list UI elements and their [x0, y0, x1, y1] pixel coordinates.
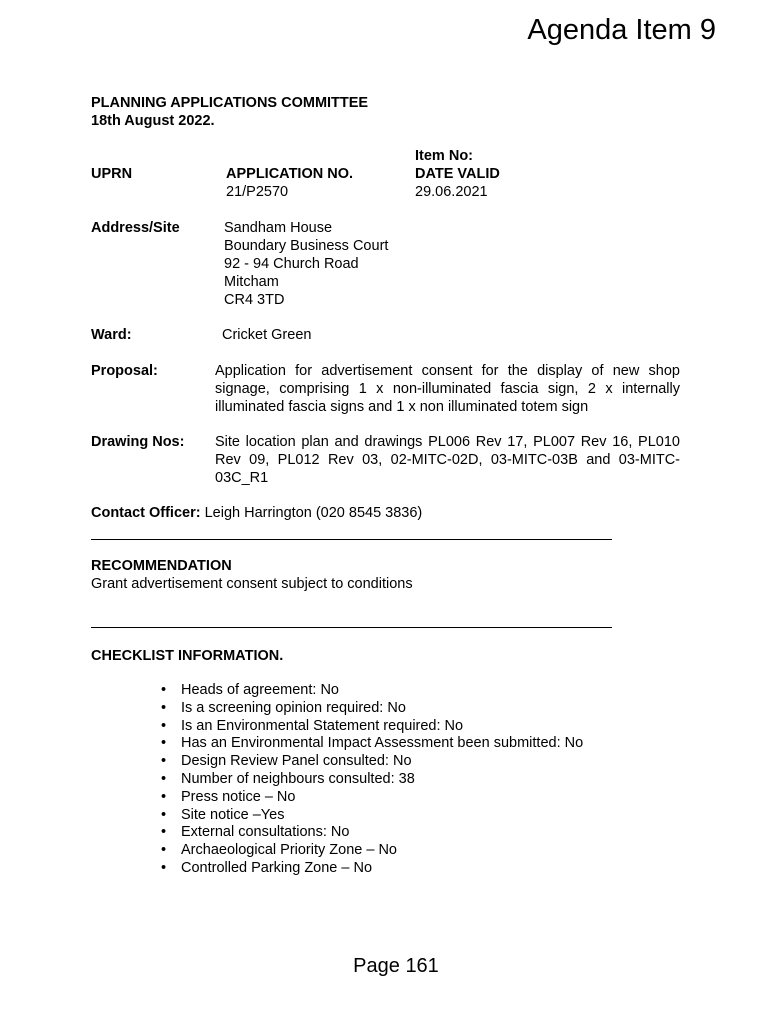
application-no-label: APPLICATION NO.: [226, 166, 354, 182]
agenda-item-label: Agenda Item 9: [527, 14, 716, 46]
date-valid-label: DATE VALID: [415, 166, 500, 182]
address-line: Sandham House: [224, 220, 333, 236]
committee-date: 18th August 2022.: [91, 113, 215, 129]
item-no-label: Item No:: [415, 148, 473, 164]
checklist-list: [161, 682, 583, 878]
list-item: • Number of neighbours consulted: 38: [161, 771, 583, 789]
proposal-text: Application for advertisement consent for the display of new shop signage, comprising 1 x non-illuminated fascia sign, 2 x internally illuminated fascia signs and 1 x non illuminated totem sign: [215, 363, 680, 415]
list-item: • Is an Environmental Statement required: No: [161, 718, 583, 736]
uprn-label: UPRN: [91, 166, 133, 182]
recommendation-text: Grant advertisement consent subject to conditions: [91, 576, 413, 592]
divider: [91, 539, 612, 540]
committee-block: [91, 94, 368, 130]
checklist-heading: CHECKLIST INFORMATION.: [91, 648, 284, 664]
address-line: 92 - 94 Church Road: [224, 256, 359, 272]
address-line: CR4 3TD: [224, 292, 285, 308]
contact-officer-label: Contact Officer:: [91, 505, 201, 521]
list-item: • Design Review Panel consulted: No: [161, 753, 583, 771]
committee-name: PLANNING APPLICATIONS COMMITTEE: [91, 95, 369, 111]
list-item: • Press notice – No: [161, 789, 583, 807]
address-label: Address/Site: [91, 220, 180, 236]
list-item: • Controlled Parking Zone – No: [161, 860, 583, 878]
divider: [91, 627, 612, 628]
date-valid-value: 29.06.2021: [415, 184, 488, 200]
date-block: [415, 147, 500, 201]
list-item: • Archaeological Priority Zone – No: [161, 842, 583, 860]
proposal-label: Proposal:: [91, 363, 158, 379]
contact-officer: [91, 504, 422, 522]
drawing-nos-label: Drawing Nos:: [91, 434, 185, 450]
address-line: Mitcham: [224, 274, 279, 290]
address-lines: [224, 219, 388, 309]
drawing-nos-text: Site location plan and drawings PL006 Rev 17, PL007 Rev 16, PL010 Rev 09, PL012 Rev 03, 02-MITC-02D, 03-MITC-03B and 03-MITC-03C_R1: [215, 434, 680, 486]
application-block: [226, 165, 353, 201]
list-item: • Heads of agreement: No: [161, 682, 583, 700]
ward-label: Ward:: [91, 327, 132, 343]
list-item: • Has an Environmental Impact Assessment been submitted: No: [161, 735, 583, 753]
page-number: Page 161: [353, 955, 439, 977]
contact-officer-value: Leigh Harrington (020 8545 3836): [204, 505, 423, 521]
list-item: • External consultations: No: [161, 824, 583, 842]
application-no-value: 21/P2570: [226, 184, 289, 200]
recommendation-block: [91, 557, 413, 593]
list-item: • Is a screening opinion required: No: [161, 700, 583, 718]
address-line: Boundary Business Court: [224, 238, 389, 254]
list-item: • Site notice –Yes: [161, 807, 583, 825]
recommendation-heading: RECOMMENDATION: [91, 558, 232, 574]
ward-value: Cricket Green: [222, 327, 312, 343]
